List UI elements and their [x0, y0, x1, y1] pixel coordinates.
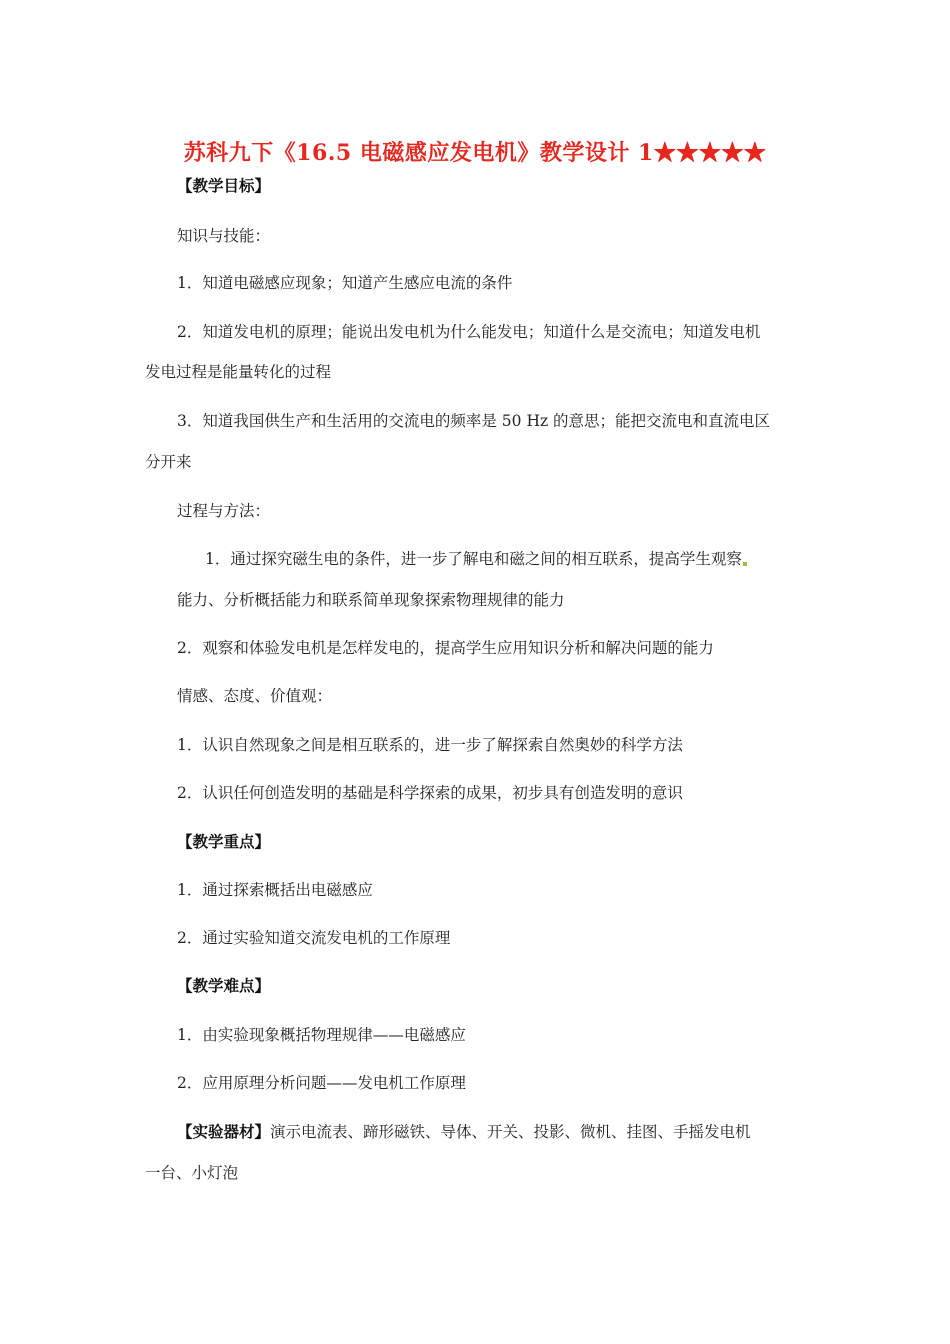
- difficulties-item-2: 2．应用原理分析问题——发电机工作原理: [177, 1074, 466, 1092]
- objectives-heading: 【教学目标】: [177, 176, 271, 195]
- key-points-item-1: 1．通过探索概括出电磁感应: [177, 881, 373, 899]
- difficulties-heading: 【教学难点】: [177, 976, 271, 995]
- process-item-1-line-2: 能力、分析概括能力和联系简单现象探索物理规律的能力: [177, 591, 565, 609]
- process-label: 过程与方法：: [177, 502, 271, 520]
- emotion-item-1: 1．认识自然现象之间是相互联系的，进一步了解探索自然奥妙的科学方法: [177, 736, 683, 754]
- knowledge-item-3-line-2: 分开来: [145, 453, 192, 471]
- knowledge-item-3-line-1: 3．知道我国供生产和生活用的交流电的频率是 50 Hz 的意思；能把交流电和直流电区: [177, 412, 771, 430]
- equipment-line-1: [177, 1122, 751, 1142]
- equipment-heading: 【实验器材】: [177, 1122, 271, 1141]
- emotion-item-2: 2．认识任何创造发明的基础是科学探索的成果，初步具有创造发明的意识: [177, 784, 683, 802]
- knowledge-item-2-line-1: 2．知道发电机的原理；能说出发电机为什么能发电；知道什么是交流电；知道发电机: [177, 323, 761, 341]
- key-points-heading: 【教学重点】: [177, 832, 271, 851]
- process-item-1-line-1-text: 1．通过探究磁生电的条件，进一步了解电和磁之间的相互联系，提高学生观察: [205, 550, 742, 568]
- process-item-1-line-1: [205, 549, 747, 569]
- difficulties-item-1: 1．由实验现象概括物理规律——电磁感应: [177, 1026, 466, 1044]
- equipment-line-1-text: 演示电流表、蹄形磁铁、导体、开关、投影、微机、挂图、手摇发电机: [270, 1123, 751, 1141]
- process-item-2: 2．观察和体验发电机是怎样发电的，提高学生应用知识分析和解决问题的能力: [177, 639, 714, 657]
- document-title: 苏科九下《16.5 电磁感应发电机》教学设计 1★★★★★: [183, 140, 767, 166]
- equipment-line-2: 一台、小灯泡: [145, 1164, 239, 1182]
- marker-icon: [743, 562, 747, 566]
- knowledge-label: 知识与技能：: [177, 227, 271, 245]
- key-points-item-2: 2．通过实验知道交流发电机的工作原理: [177, 929, 451, 947]
- knowledge-item-1: 1．知道电磁感应现象；知道产生感应电流的条件: [177, 274, 513, 292]
- emotion-label: 情感、态度、价值观：: [177, 687, 333, 705]
- knowledge-item-2-line-2: 发电过程是能量转化的过程: [145, 363, 332, 381]
